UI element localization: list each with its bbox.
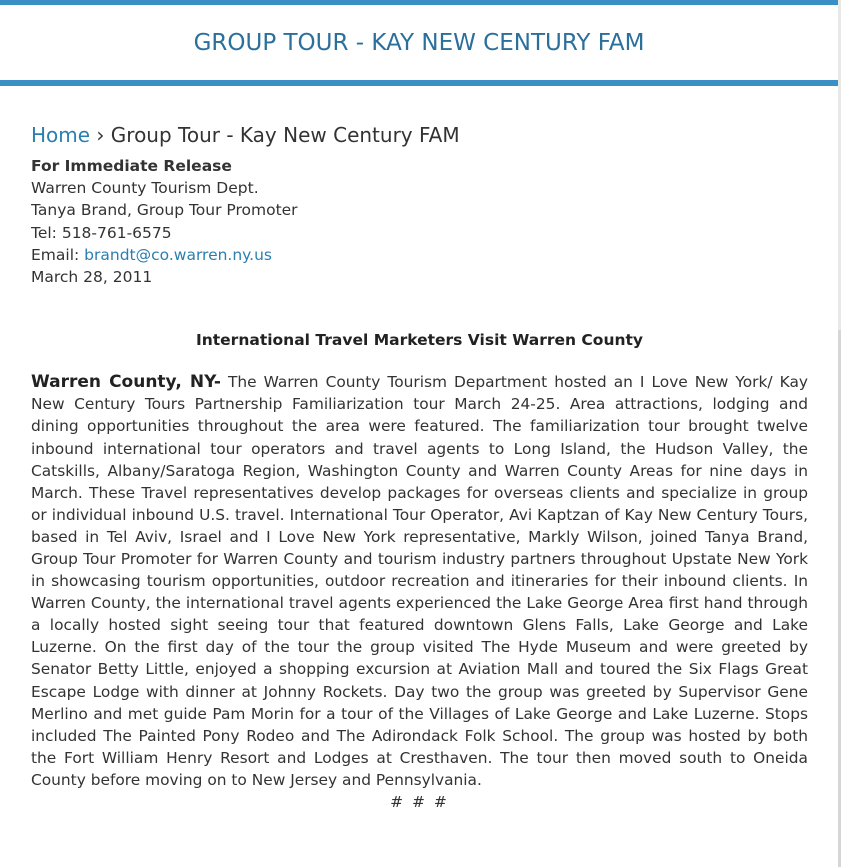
release-heading: For Immediate Release (31, 157, 232, 175)
email-label: Email: (31, 245, 85, 264)
header-bottom-rule (0, 80, 838, 86)
article-body (31, 371, 808, 791)
breadcrumb-current: Group Tour - Kay New Century FAM (110, 123, 460, 147)
page-title: GROUP TOUR - KAY NEW CENTURY FAM (193, 29, 645, 56)
page-header (0, 5, 838, 80)
release-tel: Tel: 518-761-6575 (31, 223, 172, 242)
email-link[interactable]: brandt@co.warren.ny.us (84, 245, 272, 264)
release-email-line (31, 244, 808, 266)
article-dateline: Warren County, NY- (31, 372, 221, 393)
breadcrumb-separator: › (96, 123, 105, 147)
release-contact: Tanya Brand, Group Tour Promoter (31, 201, 298, 220)
breadcrumb-home-link[interactable]: Home (31, 123, 91, 147)
release-department: Warren County Tourism Dept. (31, 179, 259, 198)
main-content (31, 120, 808, 813)
article-subtitle: International Travel Marketers Visit Warren County (195, 331, 644, 350)
breadcrumb (31, 120, 808, 150)
article-end-mark: # # # (390, 793, 449, 811)
press-release-info (31, 155, 808, 288)
release-date: March 28, 2011 (31, 268, 153, 287)
article-text: The Warren County Tourism Department hosted an I Love New York/ Kay New Century Tours Partnership Familiarization tour March 24-25. Area attractions, lodging and dining opportunities throughout the area were featured. The familiarization tour brought twelve inbound international tour operators and travel agents to Long Island, the Hudson Valley, the Catskills, Albany/Saratoga Region, Washington County and Warren County Areas for nine days in March. These Travel representatives develop packages for overseas clients and specialize in group or individual inbound U.S. travel. International Tour Operator, Avi Kaptzan of Kay New Century Tours, based in Tel Aviv, Israel and I Love New York representative, Markly Wilson, joined Tanya Brand, Group Tour Promoter for Warren County and tourism industry partners throughout Upstate New York in showcasing tourism opportunities, outdoor recreation and itineraries for their inbound clients. In Warren County, the international travel agents experienced the Lake George Area first hand through a locally hosted sight seeing tour that featured downtown Glens Falls, Lake George and Lake Luzerne. On the first day of the tour the group visited The Hyde Museum and were greeted by Senator Betty Little, enjoyed a shopping excursion at Aviation Mall and toured the Six Flags Great Escape Lodge with dinner at Johnny Rockets. Day two the group was greeted by Supervisor Gene Merlino and met guide Pam Morin for a tour of the Villages of Lake George and Lake Luzerne. Stops included The Painted Pony Rodeo and The Adirondack Folk School. The group was hosted by both the Fort William Henry Resort and Lodges at Cresthaven. The tour then moved south to Oneida County before moving on to New Jersey and Pennsylvania. (31, 373, 808, 789)
